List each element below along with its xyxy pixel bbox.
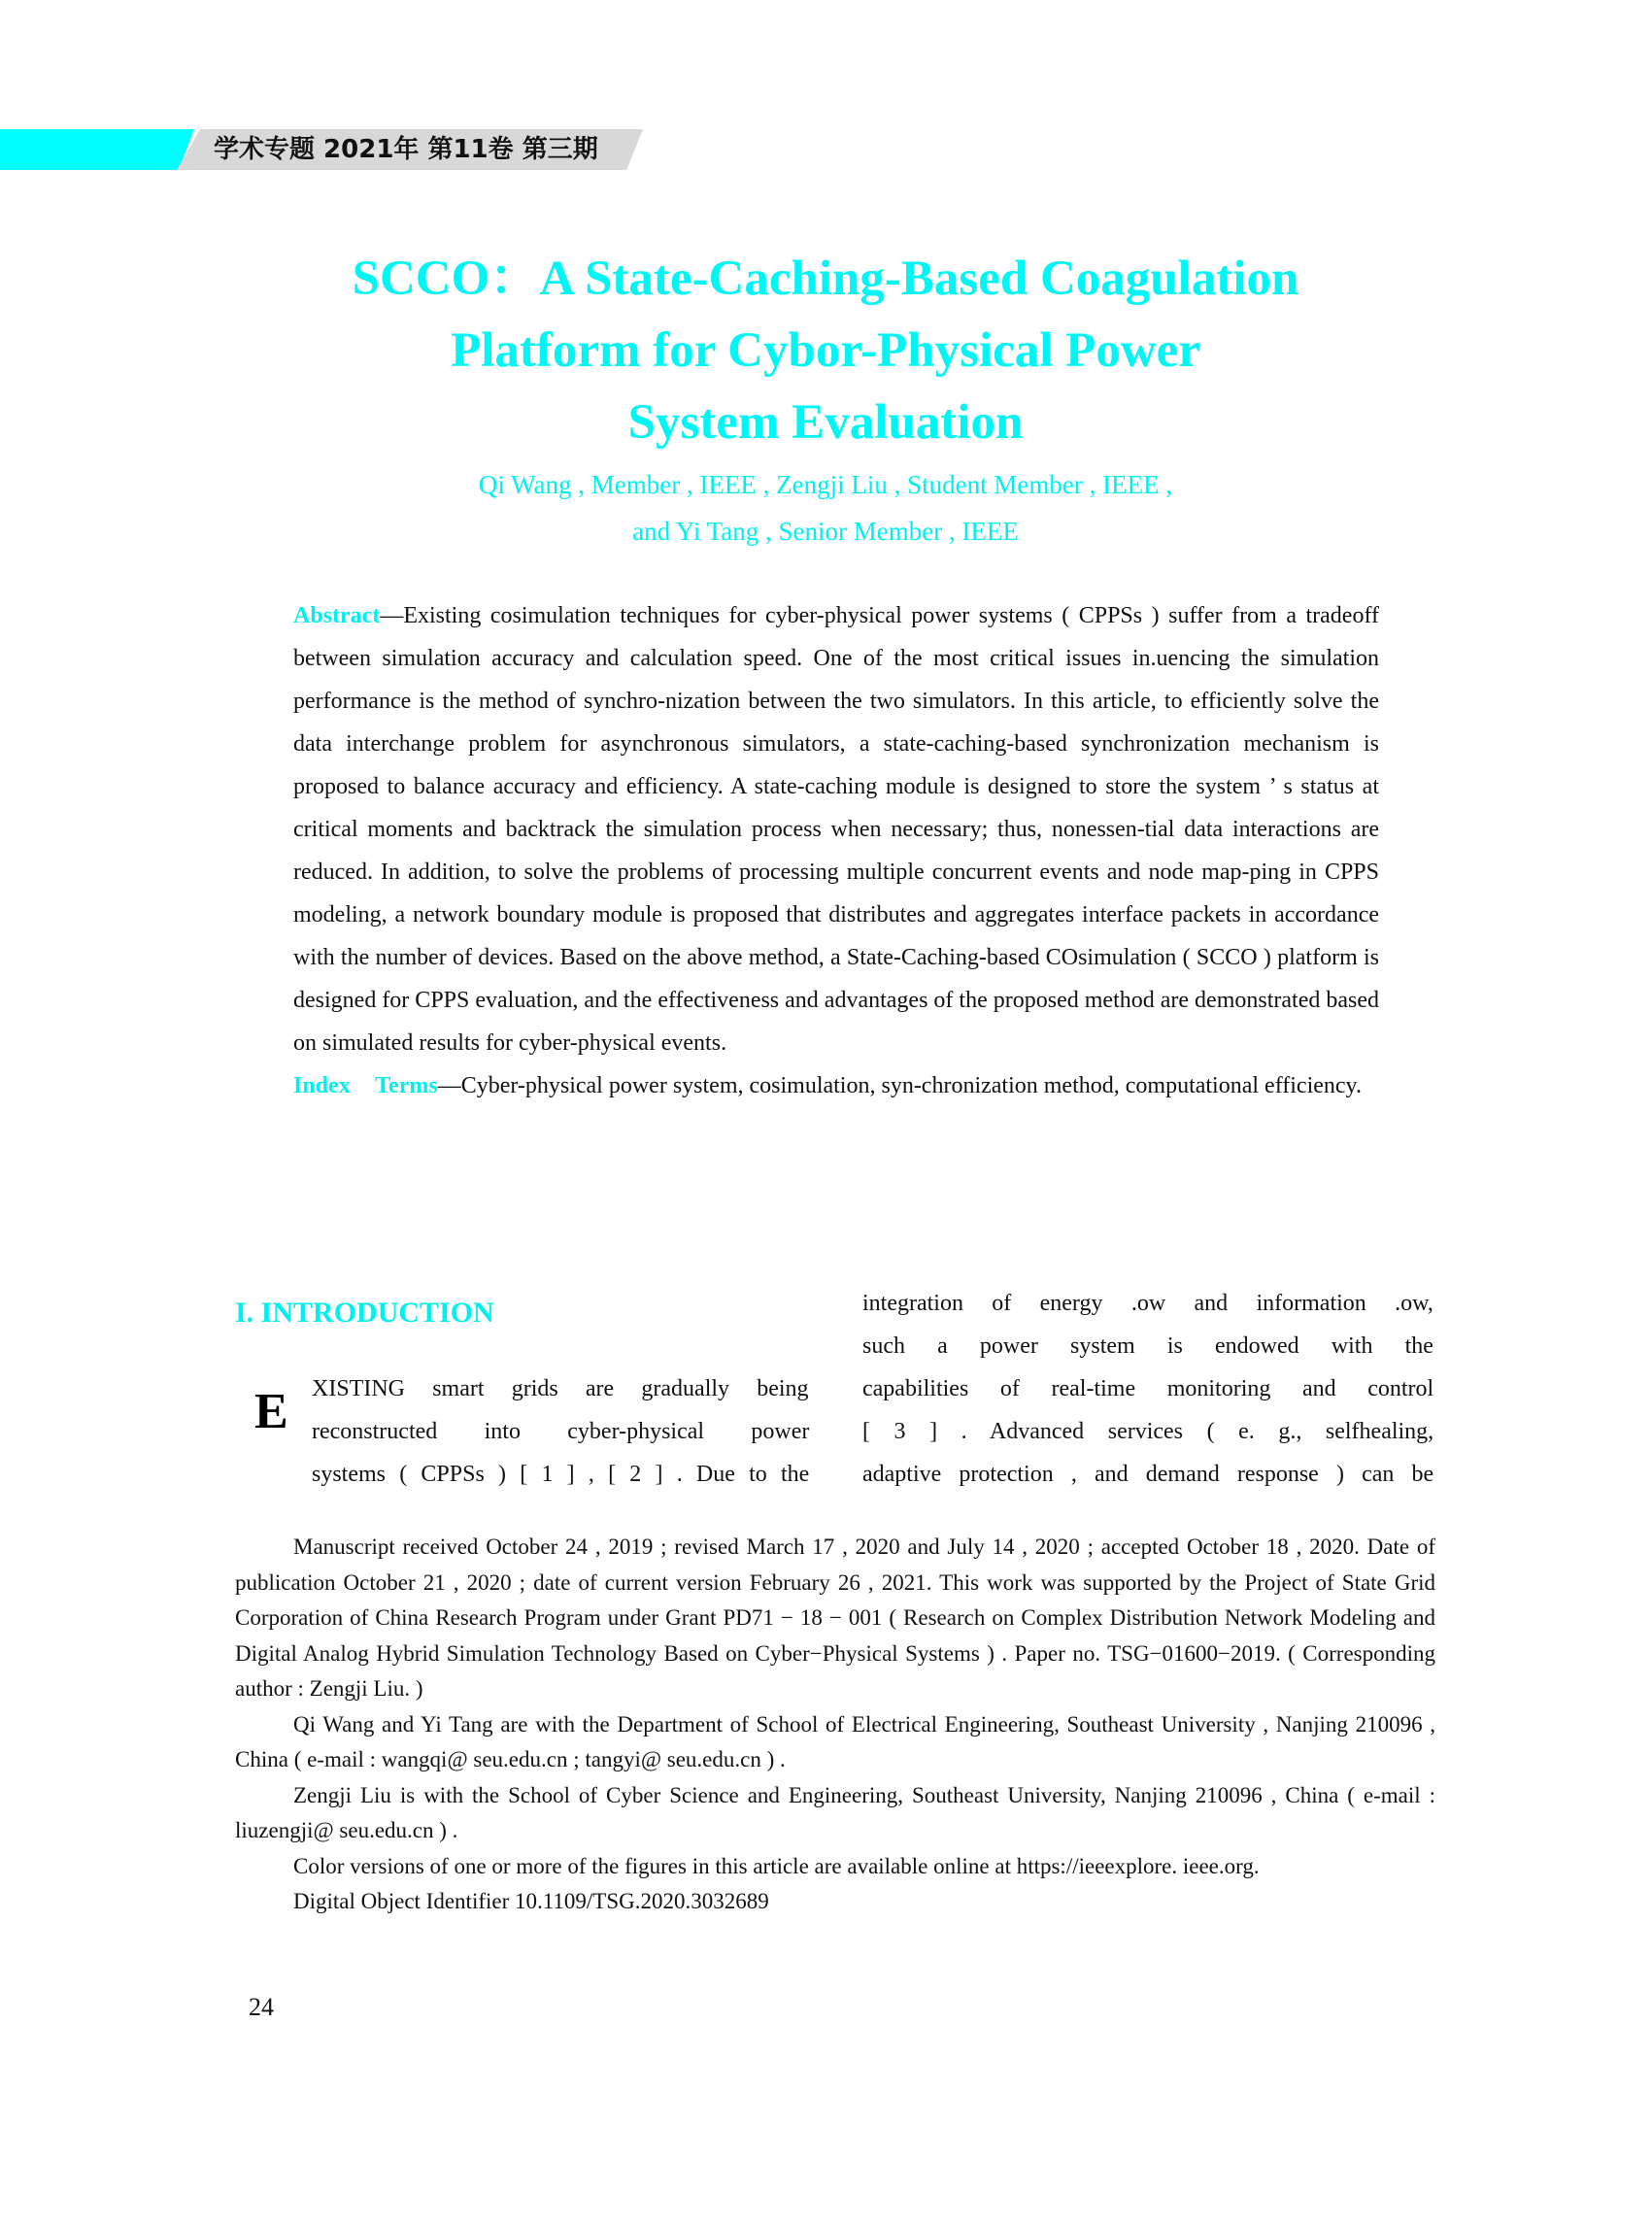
title-line: System Evaluation xyxy=(627,395,1024,450)
abstract-label: Abstract xyxy=(293,603,381,628)
intro-left-column xyxy=(312,1367,809,1496)
journal-issue-label: 学术专题 2021年 第11卷 第三期 xyxy=(214,135,598,164)
footnote-color-versions: Color versions of one or more of the figures in this article are available online at https://ieeexplore. ieee.org. xyxy=(293,1853,1260,1878)
drop-cap: E xyxy=(254,1384,288,1439)
intro-line: adaptive protection , and demand response ) can be xyxy=(862,1462,1434,1487)
index-terms-paragraph xyxy=(293,1064,1379,1107)
index-terms-label: Index Terms xyxy=(293,1073,438,1098)
abstract-text: —Existing cosimulation techniques for cyber-physical power systems ( CPPSs ) suffer from a tradeoff between simulation accuracy and calculation speed. One of the most critical issues in.uencing the simulation performance is the method of synchro-nization between the two simulators. In this article, to efficiently solve the data interchange problem for asynchronous simulators, a state-caching-based synchronization mechanism is proposed to balance accuracy and efficiency. A state-caching module is designed to store the system ’ s status at critical moments and backtrack the simulation process when necessary; thus, nonessen-tial data interactions are reduced. In addition, to solve the problems of processing multiple concurrent events and node map-ping in CPPS modeling, a network boundary module is proposed that distributes and aggregates interface packets in accordance with the number of devices. Based on the above method, a State-Caching-based COsimulation ( SCCO ) platform is designed for CPPS evaluation, and the effectiveness and advantages of the proposed method are demonstrated based on simulated results for cyber-physical events. xyxy=(293,603,1379,1056)
footnotes xyxy=(235,1530,1435,1920)
intro-right-column xyxy=(862,1282,1433,1496)
author-line: Qi Wang , Member , IEEE , Zengji Liu , Student Member , IEEE , xyxy=(478,470,1173,499)
intro-line: XISTING smart grids are gradually being xyxy=(312,1376,809,1401)
intro-line: [ 3 ] . Advanced services ( e. g., selfhealing, xyxy=(862,1419,1434,1444)
author-list xyxy=(243,461,1408,555)
title-line: SCCO：A State-Caching-Based Coagulation xyxy=(352,252,1299,306)
abstract-paragraph xyxy=(293,594,1379,1064)
author-line: and Yi Tang , Senior Member , IEEE xyxy=(632,517,1019,546)
abstract-section xyxy=(293,594,1379,1107)
section-heading-introduction: I. INTRODUCTION xyxy=(235,1297,494,1329)
intro-line: reconstructed into cyber-physical power xyxy=(312,1419,810,1444)
intro-line: integration of energy .ow and information .ow, xyxy=(862,1291,1433,1316)
index-terms-text: —Cyber-physical power system, cosimulation, syn-chronization method, computational efficiency. xyxy=(437,1073,1362,1098)
title-line: Platform for Cybor-Physical Power xyxy=(451,323,1200,378)
footnote-affiliation-wang-tang: Qi Wang and Yi Tang are with the Department of School of Electrical Engineering, Southeast University , Nanjing 210096 , China ( e-mail : wangqi@ seu.edu.cn ; tangyi@ seu.edu.cn ) . xyxy=(235,1711,1435,1771)
intro-line: capabilities of real-time monitoring and control xyxy=(862,1376,1434,1401)
footnote-doi: Digital Object Identifier 10.1109/TSG.2020.3032689 xyxy=(293,1889,769,1913)
footnote-manuscript-info: Manuscript received October 24 , 2019 ; revised March 17 , 2020 and July 14 , 2020 ; accepted October 18 , 2020. Date of publication October 21 , 2020 ; date of current version February 26 , 2021. This work was supported by the Project of State Grid Corporation of China Research Program under Grant PD71 − 18 − 001 ( Research on Complex Distribution Network Modeling and Digital Analog Hybrid Simulation Technology Based on Cyber−Physical Systems ) . Paper no. TSG−01600−2019. ( Corresponding author : Zengji Liu. ) xyxy=(235,1535,1435,1701)
intro-line: systems ( CPPSs ) [ 1 ] , [ 2 ] . Due to the xyxy=(312,1462,810,1487)
page-number: 24 xyxy=(249,1993,274,2021)
footnote-affiliation-liu: Zengji Liu is with the School of Cyber Science and Engineering, Southeast University, Nanjing 210096 , China ( e-mail : liuzengji@ seu.edu.cn ) . xyxy=(235,1782,1435,1842)
paper-title xyxy=(243,243,1408,458)
header-accent-band xyxy=(0,129,194,170)
intro-line: such a power system is endowed with the xyxy=(862,1333,1433,1359)
